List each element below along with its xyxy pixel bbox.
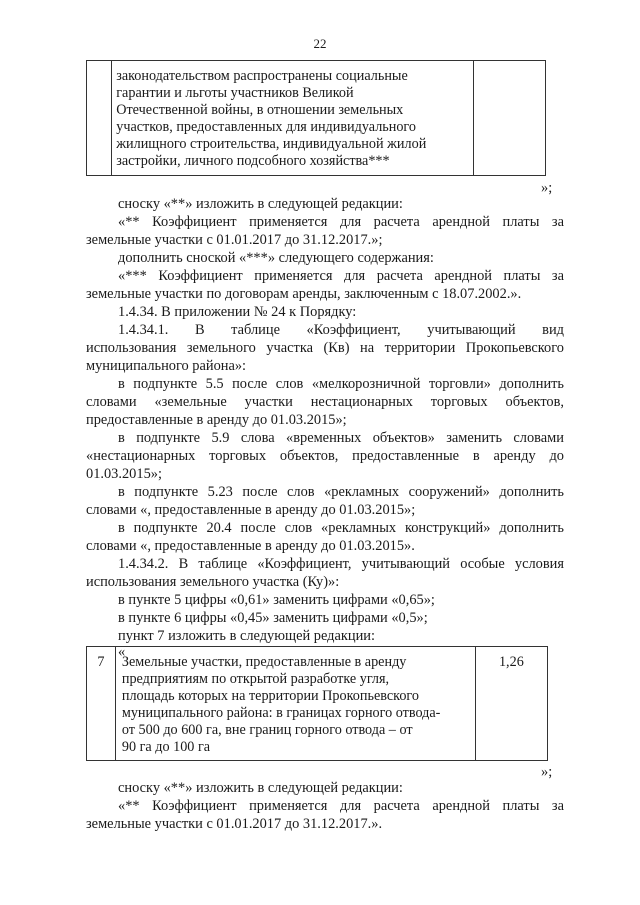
paragraph-line: дополнить сноской «***» следующего содержания: xyxy=(118,250,434,266)
table-text-line: участков, предоставленных для индивидуального xyxy=(116,119,416,135)
paragraph-line: «нестационарных торговых объектов, предоставленные в аренду до xyxy=(86,448,564,464)
table-text-line: площадь которых на территории Прокопьевского xyxy=(121,688,419,704)
paragraph-line: 1.4.34. В приложении № 24 к Порядку: xyxy=(118,304,357,320)
table-text-line: муниципального района: в границах горного отвода- xyxy=(121,705,441,721)
paragraph-line: в пункте 5 цифры «0,61» заменить цифрами «0,65»; xyxy=(118,592,435,608)
paragraph-line: 1.4.34.1. В таблице «Коэффициент, учитывающий вид xyxy=(118,322,564,338)
row-coefficient: 1,26 xyxy=(475,647,547,761)
paragraph-line: 1.4.34.2. В таблице «Коэффициент, учитывающий особые условия xyxy=(118,556,564,572)
page-number: 22 xyxy=(313,36,327,51)
row-number: 7 xyxy=(87,647,116,761)
paragraph-line: словами «земельные участки нестационарных торговых объектов, xyxy=(86,394,564,410)
row-description xyxy=(115,647,475,761)
paragraph-line: в подпункте 5.23 после слов «рекламных сооружений» дополнить xyxy=(118,484,564,500)
table-text-line: жилищного строительства, индивидуальной жилой xyxy=(116,136,427,152)
table-continuation xyxy=(86,60,546,176)
paragraph-line: словами «, предоставленные в аренду до 01.03.2015». xyxy=(86,538,415,554)
table-text-line: законодательством распространены социальные xyxy=(116,68,408,84)
table-text-line: гарантии и льготы участников Великой xyxy=(116,85,354,101)
paragraph-line: 01.03.2015»; xyxy=(86,466,162,482)
paragraph-line: «** Коэффициент применяется для расчета арендной платы за xyxy=(118,798,564,814)
paragraph-line: в пункте 6 цифры «0,45» заменить цифрами «0,5»; xyxy=(118,610,428,626)
closing-quote: »; xyxy=(541,764,553,780)
paragraph-line: «*** Коэффициент применяется для расчета арендной платы за xyxy=(118,268,564,284)
table-text-line: предприятиям по открытой разработке угля, xyxy=(121,671,390,687)
paragraph-line: сноску «**» изложить в следующей редакции: xyxy=(118,780,403,796)
paragraph-line: использования земельного участка (Ку)»: xyxy=(86,574,340,590)
table-cell-text xyxy=(112,61,474,176)
paragraph-line: земельные участки с 01.01.2017 до 31.12.2017.»; xyxy=(86,232,383,248)
paragraph-line: земельные участки с 01.01.2017 до 31.12.2017.». xyxy=(86,816,383,832)
table-cell-value xyxy=(474,61,546,176)
table-row-7 xyxy=(86,646,548,761)
table-text-line: застройки, личного подсобного хозяйства*** xyxy=(116,153,390,169)
paragraph-line: сноску «**» изложить в следующей редакции: xyxy=(118,196,403,212)
paragraph-line: предоставленные в аренду до 01.03.2015»; xyxy=(86,412,347,428)
table-text-line: Земельные участки, предоставленные в аренду xyxy=(121,654,407,670)
table-cell-num xyxy=(87,61,112,176)
paragraph-line: в подпункте 5.9 слова «временных объектов» заменить словами xyxy=(118,430,564,446)
paragraph-line: «** Коэффициент применяется для расчета арендной платы за xyxy=(118,214,564,230)
paragraph-line: земельные участки по договорам аренды, заключенным с 18.07.2002.». xyxy=(86,286,522,302)
paragraph-line: в подпункте 5.5 после слов «мелкорозничной торговли» дополнить xyxy=(118,376,564,392)
paragraph-line: использования земельного участка (Кв) на территории Прокопьевского xyxy=(86,340,564,356)
paragraph-line: пункт 7 изложить в следующей редакции: xyxy=(118,628,375,644)
table-text-line: 90 га до 100 га xyxy=(121,739,211,755)
table-text-line: от 500 до 600 га, вне границ горного отвода – от xyxy=(121,722,413,738)
paragraph-line: словами «, предоставленные в аренду до 01.03.2015»; xyxy=(86,502,416,518)
paragraph-line: в подпункте 20.4 после слов «рекламных конструкций» дополнить xyxy=(118,520,564,536)
closing-quote: »; xyxy=(541,180,553,196)
opening-quote: « xyxy=(118,644,126,660)
table-text-line: Отечественной войны, в отношении земельных xyxy=(116,102,404,118)
paragraph-line: муниципального района»: xyxy=(86,358,247,374)
